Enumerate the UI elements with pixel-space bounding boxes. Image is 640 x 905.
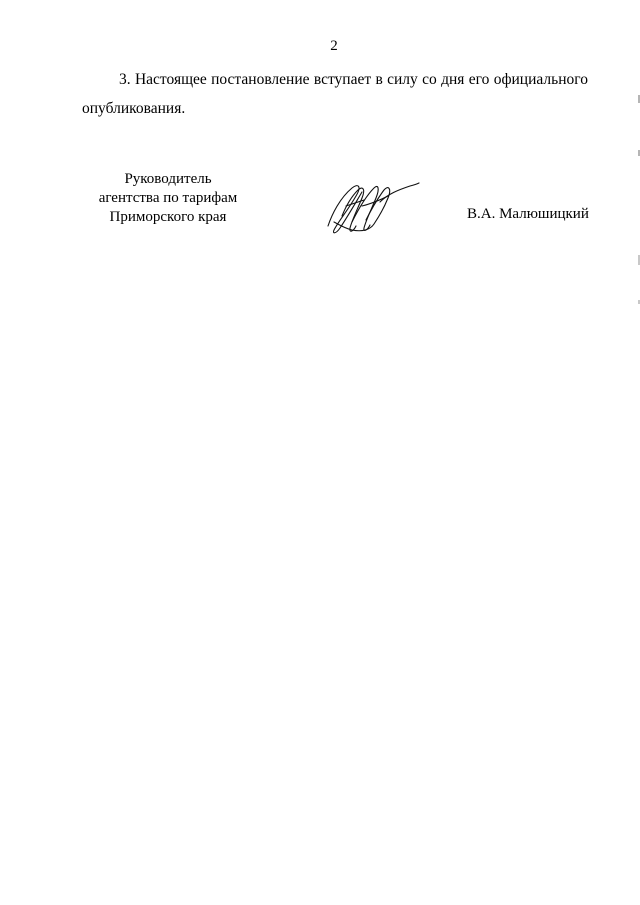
signatory-position	[78, 170, 258, 227]
position-line-2: агентства по тарифам	[98, 190, 238, 206]
page-number: 2	[330, 38, 338, 54]
position-line-1: Руководитель	[124, 171, 212, 187]
paragraph-effective-date: 3. Настоящее постановление вступает в силу со дня его официального опубликования.	[82, 71, 588, 117]
scan-edge-marks	[636, 0, 640, 905]
handwritten-signature	[322, 176, 422, 238]
signatory-name: В.А. Малюшицкий	[467, 206, 589, 222]
position-line-3: Приморского края	[109, 209, 227, 225]
